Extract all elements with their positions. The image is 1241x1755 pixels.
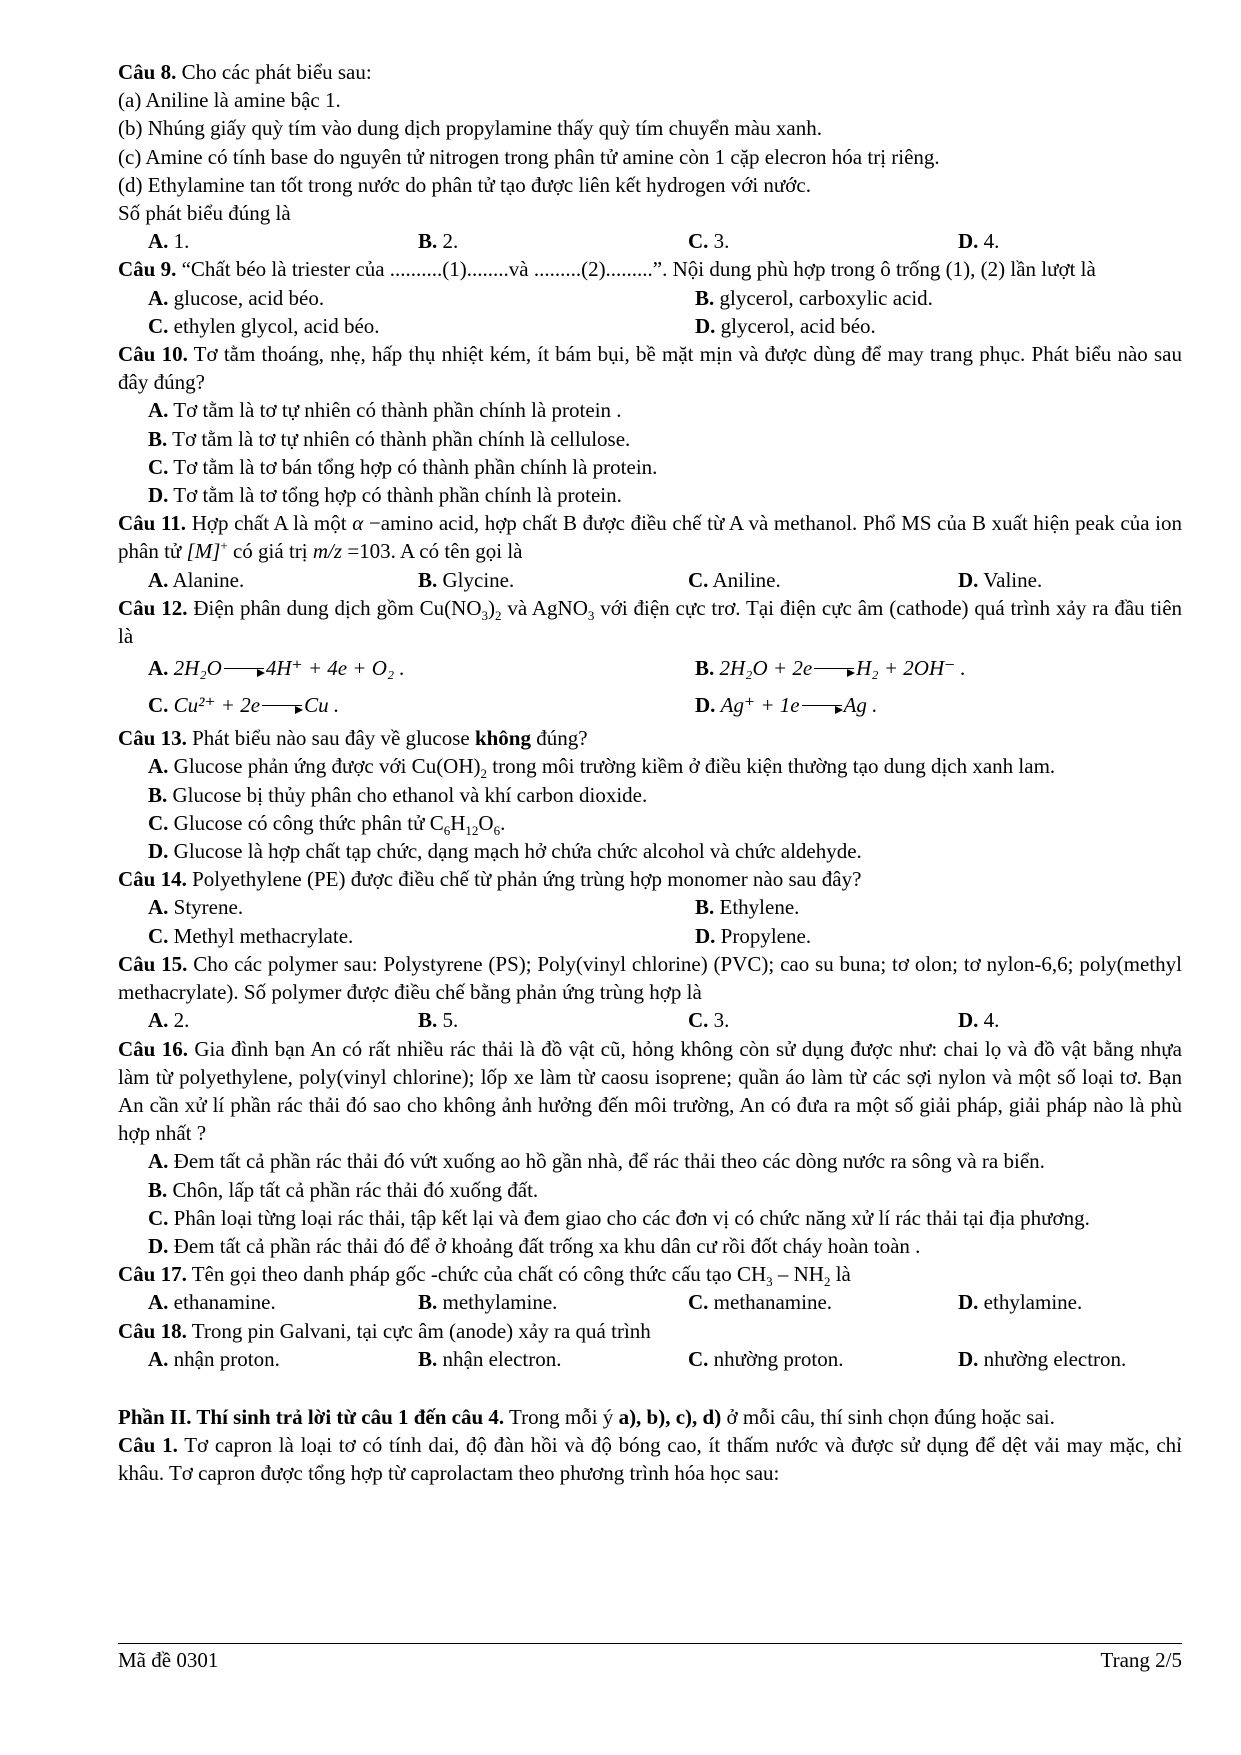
reaction-arrow-icon: [262, 705, 302, 706]
question-text: Gia đình bạn An có rất nhiều rác thải là đồ vật cũ, hỏng không còn sử dụng được như: chai lọ và đồ vật bằng nhựa làm từ polyethylene, poly(vinyl chlorine); lốp xe làm từ caosu isoprene; quần áo làm từ các sợi nylon và một số loại tơ. Bạn An cần xử lí phần rác thải đó sao cho không ảnh hưởng đến môi trường, An có đưa ra một số giải pháp, giải pháp nào là phù hợp nhất ?: [118, 1036, 1182, 1146]
page-footer: [118, 1643, 1182, 1674]
option-d[interactable]: D. Valine.: [958, 567, 1043, 592]
alpha-symbol: α: [352, 511, 364, 536]
option-c[interactable]: C. methanamine.: [688, 1290, 833, 1315]
option-c[interactable]: C. Glucose có công thức phân tử $C_6H_{12}O_6$.: [148, 810, 506, 839]
option-a[interactable]: A. Glucose phản ứng được với $Cu(OH)_2$ trong môi trường kiềm ở điều kiện thường tạo dung dịch xanh lam.: [148, 754, 1056, 782]
option-a[interactable]: A. nhận proton.: [148, 1346, 280, 1371]
option-a[interactable]: A. ethanamine.: [148, 1290, 276, 1315]
option-d[interactable]: D. 4.: [958, 229, 1000, 254]
options-q11: [118, 566, 1182, 594]
option-a[interactable]: A. Alanine.: [148, 567, 245, 592]
question-text: Tơ capron là loại tơ có tính dai, độ đàn hồi và độ bóng cao, ít thấm nước và được sử dụng để dệt vải may mặc, chỉ khâu. Tơ capron được tổng hợp từ caprolactam theo phương trình hóa học sau:: [118, 1433, 1182, 1486]
option-b[interactable]: B. Ethylene.: [695, 895, 800, 920]
option-b[interactable]: B. 2H₂O + 2e H₂ + 2OH⁻ .: [695, 656, 966, 681]
question-number: Câu 13.: [118, 726, 187, 751]
options-q18: [118, 1345, 1182, 1373]
option-d[interactable]: D. Đem tất cả phần rác thải đó để ở khoảng đất trống xa khu dân cư rồi đốt cháy hoàn toàn .: [148, 1233, 921, 1258]
page-number: Trang 2/5: [1100, 1648, 1182, 1672]
question-11: Câu 11. Hợp chất A là một α −amino acid, hợp chất B được điều chế từ A và methanol. Phổ MS của B xuất hiện peak của ion phân tử [M]+ có giá trị m/z =103. A có tên gọi là: [118, 511, 1183, 564]
option-d[interactable]: D. 4.: [958, 1008, 1000, 1033]
equation-rhs: H₂ + 2OH⁻ .: [856, 656, 966, 681]
exam-code: Mã đề 0301: [118, 1648, 219, 1672]
options-q17: [118, 1288, 1182, 1316]
option-c[interactable]: C. 3.: [688, 229, 730, 254]
exam-page: [118, 58, 1182, 1488]
statement-c: (c) Amine có tính base do nguyên tử nitrogen trong phân tử amine còn 1 cặp elecron hóa trị riêng.: [118, 144, 940, 169]
part-2-question-1: [118, 1431, 1182, 1487]
question-number: Câu 8.: [118, 60, 177, 84]
question-text: Polyethylene (PE) được điều chế từ phản ứng trùng hợp monomer nào sau đây?: [192, 867, 862, 892]
equation-lhs: 2H₂O: [173, 656, 222, 681]
question-text: Cho các phát biểu sau:: [181, 60, 372, 84]
question-17: Câu 17. Tên gọi theo danh pháp gốc -chức của chất có công thức cấu tạo $CH_3 - NH_2$ là: [118, 1262, 851, 1290]
question-text: Tơ tằm thoáng, nhẹ, hấp thụ nhiệt kém, ít bám bụi, bề mặt mịn và được dùng để may trang phục. Phát biểu nào sau đây đúng?: [118, 342, 1182, 395]
option-d[interactable]: D. Ag⁺ + 1e Ag .: [695, 693, 878, 718]
question-15: [118, 950, 1182, 1006]
option-c[interactable]: C. Methyl methacrylate.: [148, 923, 354, 948]
option-b[interactable]: B. glycerol, carboxylic acid.: [695, 285, 933, 310]
question-text: Cho các polymer sau: Polystyrene (PS); Poly(vinyl chlorine) (PVC); cao su buna; tơ olon; tơ nylon-6,6; poly(methyl methacrylate). Số polymer được điều chế bằng phản ứng trùng hợp là: [118, 951, 1182, 1005]
part-2-heading: Phần II. Thí sinh trả lời từ câu 1 đến câu 4. Trong mỗi ý a), b), c), d) ở mỗi câu, thí sinh chọn đúng hoặc sai.: [118, 1404, 1055, 1429]
option-a[interactable]: A. 2.: [148, 1008, 190, 1033]
question-text: Trong pin Galvani, tại cực âm (anode) xảy ra quá trình: [191, 1318, 651, 1343]
question-number: Câu 14.: [118, 867, 187, 892]
option-c[interactable]: C. 3.: [688, 1008, 730, 1033]
equation-rhs: Ag .: [843, 693, 878, 718]
question-number: Câu 12.: [118, 595, 188, 620]
question-number: Câu 11.: [118, 511, 187, 536]
question-13: Câu 13. Phát biểu nào sau đây về glucose không đúng?: [118, 726, 588, 751]
option-d[interactable]: D. ethylamine.: [958, 1290, 1083, 1315]
question-number: Câu 18.: [118, 1318, 187, 1343]
option-a[interactable]: A. glucose, acid béo.: [148, 285, 325, 310]
statement-a: (a) Aniline là amine bậc 1.: [118, 88, 341, 113]
options-q8: [118, 227, 1182, 255]
question-16: [118, 1035, 1182, 1148]
options-q15: [118, 1006, 1182, 1034]
options-q9: [118, 284, 1182, 340]
option-b[interactable]: B. Chôn, lấp tất cả phần rác thải đó xuống đất.: [148, 1177, 539, 1202]
option-c[interactable]: C. ethylen glycol, acid béo.: [148, 313, 380, 338]
question-text: “Chất béo là triester của ..........(1)........và .........(2).........”. Nội dung phù hợp trong ô trống (1), (2) lần lượt là: [181, 257, 1096, 282]
mz-symbol: m/z: [312, 539, 343, 564]
option-d[interactable]: D. nhường electron.: [958, 1346, 1127, 1371]
option-a[interactable]: A. Styrene.: [148, 895, 244, 920]
question-14: [118, 865, 1182, 893]
option-c[interactable]: C. Aniline.: [688, 567, 781, 592]
option-a[interactable]: A. Đem tất cả phần rác thải đó vứt xuống ao hồ gần nhà, để rác thải theo các dòng nước ra sông và ra biển.: [148, 1149, 1045, 1174]
question-12: Câu 12. Điện phân dung dịch gồm $Cu(NO_3)_2$ và AgNO$_3$ với điện cực trơ. Tại điện cực âm (cathode) quá trình xảy ra đầu tiên là: [118, 595, 1183, 649]
option-b[interactable]: B. 5.: [418, 1008, 459, 1033]
options-q14: [118, 893, 1182, 949]
section-spacer: [118, 1373, 1182, 1403]
option-c[interactable]: C. Tơ tằm là tơ bán tổng hợp có thành phần chính là protein.: [148, 454, 658, 479]
question-9: [118, 255, 1182, 283]
reaction-arrow-icon: [224, 668, 264, 669]
equation-lhs: Cu²⁺ + 2e: [173, 693, 261, 718]
option-b[interactable]: B. 2.: [418, 229, 459, 254]
option-c[interactable]: C. Phân loại từng loại rác thải, tập kết lại và đem giao cho các đơn vị có chức năng xử lí rác thải tại địa phương.: [148, 1205, 1090, 1230]
option-d[interactable]: D. Glucose là hợp chất tạp chức, dạng mạch hở chứa chức alcohol và chức aldehyde.: [148, 839, 862, 864]
question-number: Câu 17.: [118, 1262, 187, 1287]
statement-b: (b) Nhúng giấy quỳ tím vào dung dịch propylamine thấy quỳ tím chuyển màu xanh.: [118, 116, 822, 141]
question-18: [118, 1317, 1182, 1345]
option-b[interactable]: B. nhận electron.: [418, 1346, 562, 1371]
statement-d: (d) Ethylamine tan tốt trong nước do phân tử tạo được liên kết hydrogen với nước.: [118, 172, 811, 197]
option-d[interactable]: D. glycerol, acid béo.: [695, 313, 876, 338]
option-a[interactable]: A. 1.: [148, 229, 190, 254]
question-number: Câu 1.: [118, 1433, 178, 1458]
option-a[interactable]: A. Tơ tằm là tơ tự nhiên có thành phần chính là protein .: [148, 398, 622, 423]
question-number: Câu 15.: [118, 951, 188, 976]
option-b[interactable]: B. Glucose bị thủy phân cho ethanol và khí carbon dioxide.: [148, 782, 648, 807]
option-c[interactable]: C. nhường proton.: [688, 1346, 844, 1371]
option-b[interactable]: B. methylamine.: [418, 1290, 558, 1315]
option-d[interactable]: D. Propylene.: [695, 923, 812, 948]
equation-lhs: 2H₂O + 2e: [719, 656, 813, 681]
equation-rhs: Cu .: [304, 693, 340, 718]
option-b[interactable]: B. Glycine.: [418, 567, 515, 592]
options-q12: [118, 650, 1182, 724]
option-a[interactable]: A. 2H₂O 4H⁺ + 4e + O₂ .: [148, 656, 405, 681]
reaction-arrow-icon: [814, 668, 854, 669]
question-number: Câu 9.: [118, 257, 177, 282]
reaction-arrow-icon: [802, 705, 842, 706]
option-c[interactable]: C. Cu²⁺ + 2e Cu .: [148, 693, 340, 718]
option-d[interactable]: D. Tơ tằm là tơ tổng hợp có thành phần chính là protein.: [148, 483, 622, 508]
question-number: Câu 16.: [118, 1036, 188, 1061]
question-10: [118, 340, 1182, 396]
molecular-ion: [M]: [186, 539, 221, 564]
equation-lhs: Ag⁺ + 1e: [720, 693, 800, 718]
option-b[interactable]: B. Tơ tằm là tơ tự nhiên có thành phần chính là cellulose.: [148, 426, 631, 451]
question-ask: Số phát biểu đúng là: [118, 201, 291, 226]
question-number: Câu 10.: [118, 342, 188, 367]
question-8: [118, 58, 1182, 86]
equation-rhs: 4H⁺ + 4e + O₂ .: [265, 656, 405, 681]
